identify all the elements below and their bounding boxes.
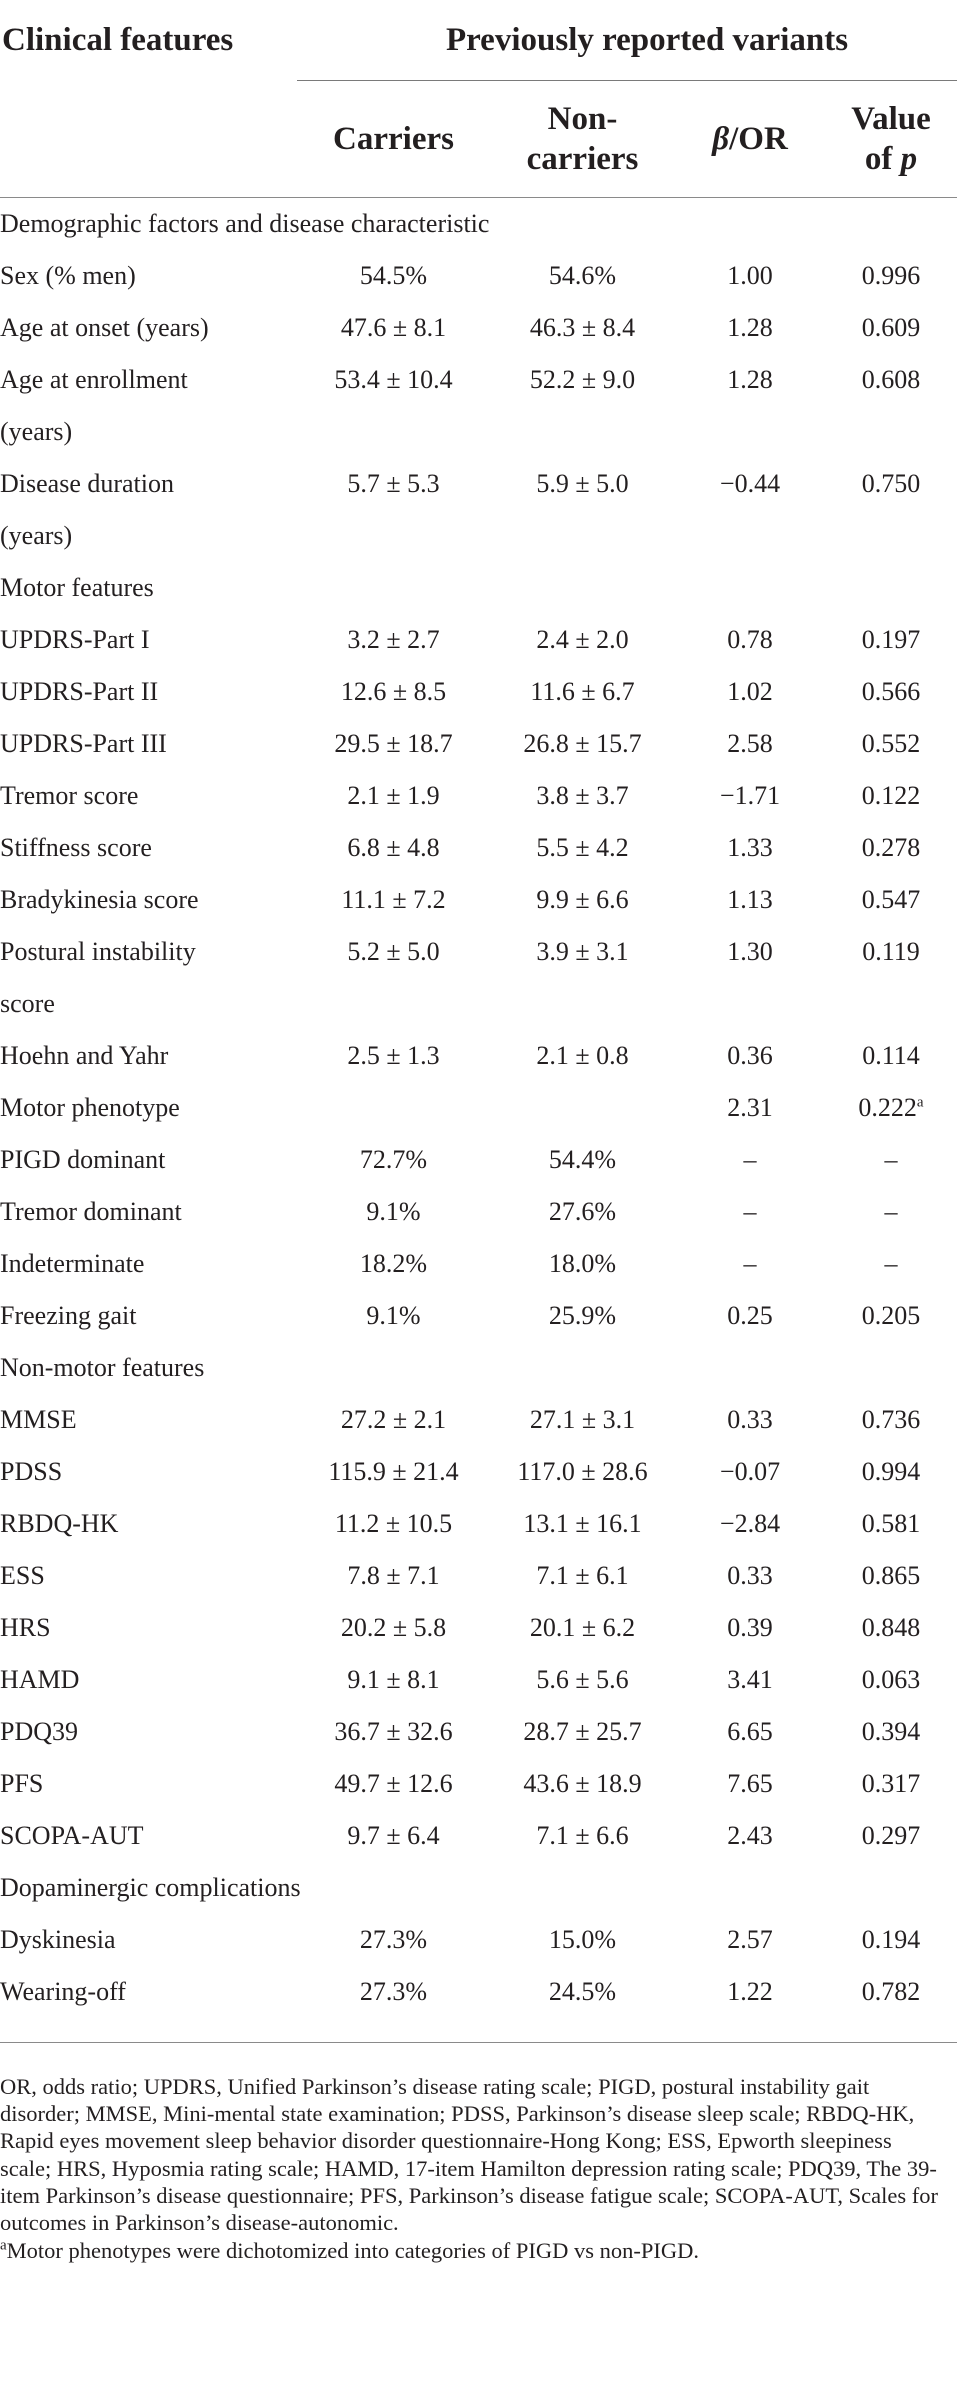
row-label: UPDRS-Part I — [0, 625, 150, 654]
table-row — [0, 1550, 957, 1602]
table-row — [0, 874, 957, 926]
section-dopaminergic: Dopaminergic complications — [0, 1873, 301, 1902]
section-nonmotor: Non-motor features — [0, 1353, 205, 1382]
cell-non-carriers: 27.6% — [548, 1197, 617, 1226]
cell-beta: 1.28 — [727, 365, 773, 394]
cell-p: 0.581 — [861, 1509, 921, 1538]
cell-beta: 6.65 — [727, 1717, 773, 1746]
cell-beta: −1.71 — [719, 781, 781, 810]
table-row — [0, 1446, 957, 1498]
table-row — [0, 822, 957, 874]
cell-non-carriers: 28.7 ± 25.7 — [523, 1717, 642, 1746]
cell-p: 0.994 — [861, 1457, 921, 1486]
cell-non-carriers: 18.0% — [548, 1249, 617, 1278]
cell-beta: 0.33 — [727, 1561, 773, 1590]
table-row — [0, 1914, 957, 1966]
cell-beta: 1.13 — [727, 885, 773, 914]
row-label: SCOPA-AUT — [0, 1821, 144, 1850]
column-header-clinical-features: Clinical features — [2, 22, 234, 58]
cell-carriers: 12.6 ± 8.5 — [340, 677, 447, 706]
cell-p: – — [884, 1249, 898, 1278]
cell-p: 0.114 — [862, 1041, 920, 1070]
footnote-marker: a — [0, 2237, 7, 2254]
footnote-marker: a — [916, 1094, 924, 1111]
cell-p: 0.317 — [861, 1769, 921, 1798]
row-label: UPDRS-Part III — [0, 729, 167, 758]
cell-carriers: 20.2 ± 5.8 — [340, 1613, 447, 1642]
table-row — [0, 1134, 957, 1186]
table-row — [0, 1238, 957, 1290]
cell-non-carriers — [490, 1082, 675, 1134]
row-label: Indeterminate — [0, 1249, 145, 1278]
cell-non-carriers: 25.9% — [548, 1301, 617, 1330]
cell-non-carriers: 52.2 ± 9.0 — [529, 365, 636, 394]
row-label: UPDRS-Part II — [0, 677, 159, 706]
cell-p: 0.278 — [861, 833, 921, 862]
cell-beta: 0.33 — [727, 1405, 773, 1434]
cell-non-carriers: 5.6 ± 5.6 — [536, 1665, 629, 1694]
cell-beta: 0.39 — [727, 1613, 773, 1642]
row-label: Wearing-off — [0, 1977, 126, 2006]
table-row — [0, 666, 957, 718]
cell-non-carriers: 3.9 ± 3.1 — [536, 937, 629, 966]
column-group-header: Previously reported variants — [445, 21, 849, 58]
column-header-non-carriers: Non- carriers — [490, 81, 675, 198]
cell-non-carriers: 13.1 ± 16.1 — [523, 1509, 642, 1538]
row-label-continuation: (years) — [0, 417, 73, 446]
cell-beta: 0.25 — [727, 1301, 773, 1330]
row-label: RBDQ-HK — [0, 1509, 119, 1538]
table-row — [0, 1186, 957, 1238]
cell-non-carriers: 2.1 ± 0.8 — [536, 1041, 629, 1070]
table-row-continuation — [0, 510, 957, 562]
cell-carriers: 115.9 ± 21.4 — [328, 1457, 459, 1486]
cell-carriers: 5.2 ± 5.0 — [347, 937, 440, 966]
table-row — [0, 458, 957, 510]
section-row — [0, 1862, 957, 1914]
cell-beta: 1.22 — [727, 1977, 773, 2006]
cell-beta: 1.00 — [727, 261, 773, 290]
cell-beta: 3.41 — [727, 1665, 773, 1694]
table-row — [0, 614, 957, 666]
cell-carriers: 2.1 ± 1.9 — [347, 781, 440, 810]
cell-non-carriers: 7.1 ± 6.6 — [536, 1821, 629, 1850]
cell-beta: 1.28 — [727, 313, 773, 342]
cell-p: 0.063 — [861, 1665, 921, 1694]
table-row — [0, 302, 957, 354]
row-label: Disease duration — [0, 469, 175, 498]
cell-p: 0.865 — [861, 1561, 921, 1590]
cell-beta: 7.65 — [727, 1769, 773, 1798]
cell-non-carriers: 11.6 ± 6.7 — [530, 677, 635, 706]
cell-carriers: 6.8 ± 4.8 — [347, 833, 440, 862]
cell-p: 0.848 — [861, 1613, 921, 1642]
row-label: Freezing gait — [0, 1301, 137, 1330]
cell-carriers: 5.7 ± 5.3 — [347, 469, 440, 498]
cell-carriers: 27.2 ± 2.1 — [340, 1405, 447, 1434]
section-motor: Motor features — [0, 573, 154, 602]
header-row-top — [0, 0, 957, 81]
table-row — [0, 1966, 957, 2018]
table-row — [0, 1654, 957, 1706]
cell-non-carriers: 9.9 ± 6.6 — [536, 885, 629, 914]
section-row — [0, 1342, 957, 1394]
cell-non-carriers: 20.1 ± 6.2 — [529, 1613, 636, 1642]
cell-carriers: 7.8 ± 7.1 — [347, 1561, 440, 1590]
row-label: PDSS — [0, 1457, 63, 1486]
cell-non-carriers: 27.1 ± 3.1 — [529, 1405, 636, 1434]
row-label: Sex (% men) — [0, 261, 136, 290]
cell-beta: – — [743, 1197, 757, 1226]
cell-p: 0.222$^a$ — [858, 1093, 924, 1122]
table-row — [0, 926, 957, 978]
table-row — [0, 1498, 957, 1550]
table-row — [0, 1394, 957, 1446]
cell-non-carriers: 24.5% — [548, 1977, 617, 2006]
table-row — [0, 1290, 957, 1342]
cell-non-carriers: 5.9 ± 5.0 — [536, 469, 629, 498]
cell-p: 0.197 — [861, 625, 921, 654]
cell-carriers: 9.1% — [366, 1197, 421, 1226]
cell-non-carriers: 43.6 ± 18.9 — [523, 1769, 642, 1798]
row-label: HAMD — [0, 1665, 80, 1694]
cell-beta: 2.31 — [727, 1093, 773, 1122]
cell-p: 0.122 — [861, 781, 921, 810]
cell-non-carriers: 26.8 ± 15.7 — [523, 729, 642, 758]
row-label: Bradykinesia score — [0, 885, 199, 914]
cell-carriers: 36.7 ± 32.6 — [334, 1717, 453, 1746]
cell-p: 0.608 — [861, 365, 921, 394]
cell-carriers: 53.4 ± 10.4 — [334, 365, 453, 394]
cell-p: 0.750 — [861, 469, 921, 498]
cell-p: – — [884, 1197, 898, 1226]
row-label: PIGD dominant — [0, 1145, 166, 1174]
cell-carriers: 9.7 ± 6.4 — [347, 1821, 440, 1850]
table-row — [0, 1810, 957, 1862]
table-row-continuation — [0, 406, 957, 458]
cell-p: 0.394 — [861, 1717, 921, 1746]
cell-beta: 0.36 — [727, 1041, 773, 1070]
row-label: MMSE — [0, 1405, 77, 1434]
row-label: PFS — [0, 1769, 44, 1798]
cell-beta: 2.58 — [727, 729, 773, 758]
table-bottom-rule — [0, 2042, 957, 2043]
row-label: Hoehn and Yahr — [0, 1041, 169, 1070]
cell-non-carriers: 3.8 ± 3.7 — [536, 781, 629, 810]
cell-p: 0.782 — [861, 1977, 921, 2006]
cell-carriers: 27.3% — [359, 1977, 428, 2006]
section-row — [0, 562, 957, 614]
row-label-continuation: score — [0, 989, 55, 1018]
column-header-beta-or: β/OR — [675, 81, 825, 198]
cell-p: 0.547 — [861, 885, 921, 914]
table-row — [0, 1030, 957, 1082]
cell-beta: 2.57 — [727, 1925, 773, 1954]
table-row — [0, 718, 957, 770]
cell-carriers: 3.2 ± 2.7 — [347, 625, 440, 654]
cell-non-carriers: 46.3 ± 8.4 — [529, 313, 636, 342]
cell-beta: 1.33 — [727, 833, 773, 862]
cell-beta: −0.44 — [719, 469, 781, 498]
row-label: Tremor dominant — [0, 1197, 182, 1226]
table-row — [0, 1082, 957, 1134]
table-row — [0, 770, 957, 822]
row-label: Age at enrollment — [0, 365, 188, 394]
table-row — [0, 1602, 957, 1654]
row-label: PDQ39 — [0, 1717, 79, 1746]
cell-beta: – — [743, 1145, 757, 1174]
cell-beta: 2.43 — [727, 1821, 773, 1850]
cell-carriers: 2.5 ± 1.3 — [347, 1041, 440, 1070]
phenotype-note: $^a$Motor phenotypes were dichotomized into categories of PIGD vs non-PIGD. — [0, 2237, 700, 2264]
cell-beta: −0.07 — [719, 1457, 781, 1486]
table-row — [0, 354, 957, 406]
cell-non-carriers: 54.4% — [548, 1145, 617, 1174]
section-row — [0, 198, 957, 250]
column-header-carriers: Carriers — [297, 81, 490, 198]
cell-p: 0.736 — [861, 1405, 921, 1434]
cell-p: 0.194 — [861, 1925, 921, 1954]
cell-beta: −2.84 — [719, 1509, 781, 1538]
cell-carriers: 11.1 ± 7.2 — [341, 885, 446, 914]
cell-carriers: 49.7 ± 12.6 — [334, 1769, 453, 1798]
row-label: Motor phenotype — [0, 1093, 180, 1122]
cell-p: 0.552 — [861, 729, 921, 758]
cell-p: 0.609 — [861, 313, 921, 342]
row-label: Tremor score — [0, 781, 139, 810]
row-label: ESS — [0, 1561, 45, 1590]
cell-carriers: 72.7% — [359, 1145, 428, 1174]
cell-p: 0.205 — [861, 1301, 921, 1330]
cell-carriers: 18.2% — [359, 1249, 428, 1278]
table-row — [0, 1758, 957, 1810]
cell-carriers: 47.6 ± 8.1 — [340, 313, 447, 342]
cell-carriers: 11.2 ± 10.5 — [334, 1509, 453, 1538]
cell-p: 0.119 — [862, 937, 920, 966]
cell-p: 0.566 — [861, 677, 921, 706]
table-row — [0, 1706, 957, 1758]
cell-beta: 1.30 — [727, 937, 773, 966]
column-header-p-value: Value of p — [825, 81, 957, 198]
row-label: HRS — [0, 1613, 51, 1642]
cell-carriers — [297, 1082, 490, 1134]
cell-non-carriers: 117.0 ± 28.6 — [517, 1457, 648, 1486]
cell-non-carriers: 2.4 ± 2.0 — [536, 625, 629, 654]
cell-carriers: 9.1% — [366, 1301, 421, 1330]
row-label: Age at onset (years) — [0, 313, 209, 342]
cell-carriers: 54.5% — [359, 261, 428, 290]
cell-p: 0.996 — [861, 261, 921, 290]
cell-carriers: 27.3% — [359, 1925, 428, 1954]
row-label: Dyskinesia — [0, 1925, 116, 1954]
table-row — [0, 250, 957, 302]
cell-p: 0.297 — [861, 1821, 921, 1850]
table-row-continuation — [0, 978, 957, 1030]
cell-non-carriers: 7.1 ± 6.1 — [536, 1561, 629, 1590]
table-footnotes — [0, 2073, 940, 2264]
row-label: Stiffness score — [0, 833, 152, 862]
cell-non-carriers: 15.0% — [548, 1925, 617, 1954]
cell-non-carriers: 5.5 ± 4.2 — [536, 833, 629, 862]
abbreviations-note: OR, odds ratio; UPDRS, Unified Parkinson’s disease rating scale; PIGD, postural instability gait disorder; MMSE, Mini-mental state examination; PDSS, Parkinson’s disease sleep scale; RBDQ-HK, Rapid eyes movement sleep behavior disorder questionnaire-Hong Kong; ESS, Epworth sleepiness scale; HRS, Hyposmia rating scale; HAMD, 17-item Hamilton depression rating scale; PDQ39, The 39-item Parkinson’s disease questionnaire; PFS, Parkinson’s disease fatigue scale; SCOPA-AUT, Scales for outcomes in Parkinson’s disease-autonomic. — [0, 2074, 939, 2236]
cell-p: – — [884, 1145, 898, 1174]
cell-beta: 1.02 — [727, 677, 773, 706]
section-demographic: Demographic factors and disease characteristic — [0, 209, 490, 238]
cell-carriers: 9.1 ± 8.1 — [347, 1665, 440, 1694]
cell-carriers: 29.5 ± 18.7 — [334, 729, 453, 758]
cell-beta: 0.78 — [727, 625, 773, 654]
row-label-continuation: (years) — [0, 521, 73, 550]
cell-beta: – — [743, 1249, 757, 1278]
row-label: Postural instability — [0, 937, 196, 966]
cell-non-carriers: 54.6% — [548, 261, 617, 290]
